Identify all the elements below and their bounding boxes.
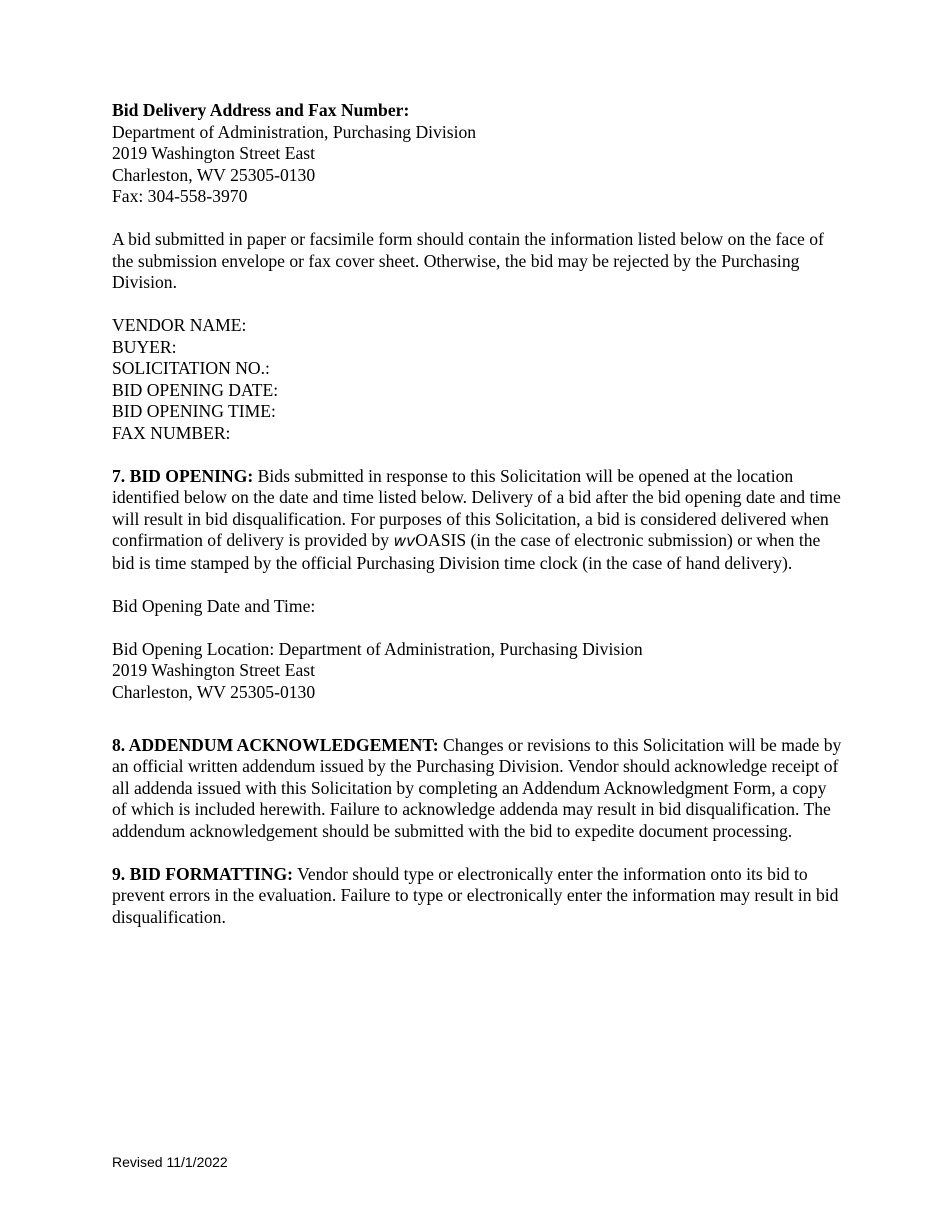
envelope-field-vendor-name: VENDOR NAME:: [112, 315, 247, 335]
envelope-field-bid-opening-time: BID OPENING TIME:: [112, 401, 276, 421]
section-7-text-after: OASIS (in the case of electronic submission) or when the bid is time stamped by the official Purchasing Division time clock (in the case of hand delivery).: [112, 530, 821, 573]
delivery-address-line: Department of Administration, Purchasing Division: [112, 121, 477, 142]
delivery-address-line: Charleston, WV 25305-0130: [112, 164, 316, 185]
bid-opening-location-line: Charleston, WV 25305-0130: [112, 681, 316, 702]
wv-mark: wv: [393, 532, 416, 550]
document-page: [112, 100, 842, 928]
envelope-field-fax-number: FAX NUMBER:: [112, 422, 231, 443]
section-9-heading: 9. BID FORMATTING:: [112, 863, 293, 884]
section-7-bid-opening: [112, 466, 842, 575]
bid-opening-location-line: 2019 Washington Street East: [112, 660, 316, 680]
section-9-bid-formatting: [112, 864, 842, 929]
envelope-field-solicitation-no: SOLICITATION NO.:: [112, 358, 270, 378]
delivery-instructions: A bid submitted in paper or facsimile form should contain the information listed below on the face of the submission envelope or fax cover sheet. Otherwise, the bid may be rejected by the Purchasing Division.: [112, 229, 824, 292]
delivery-fax-line: Fax: 304-558-3970: [112, 186, 248, 206]
delivery-heading: Bid Delivery Address and Fax Number:: [112, 100, 410, 120]
section-8-text: Changes or revisions to this Solicitation will be made by an official written addendum issued by the Purchasing Division. Vendor should acknowledge receipt of all addenda issued with this Solicitation by completing an Addendum Acknowledgment Form, a copy of which is included herewith. Failure to acknowledge addenda may result in bid disqualification. The addendum acknowledgement should be submitted with the bid to expedite document processing.: [112, 734, 842, 841]
envelope-field-bid-opening-date: BID OPENING DATE:: [112, 379, 279, 400]
section-8-heading: 8. ADDENDUM ACKNOWLEDGEMENT:: [112, 734, 439, 755]
section-7-text-before: Bids submitted in response to this Solicitation will be opened at the location identified below on the date and time listed below. Delivery of a bid after the bid opening date and time will result in bid disqualification. For purposes of this Solicitation, a bid is considered delivered when confirmation of delivery is provided by: [112, 465, 841, 550]
section-9-text: Vendor should type or electronically enter the information onto its bid to prevent errors in the evaluation. Failure to type or electronically enter the information may result in bid disqualification.: [112, 863, 839, 927]
bid-opening-date-time-label: Bid Opening Date and Time:: [112, 595, 316, 616]
delivery-address-line: 2019 Washington Street East: [112, 143, 316, 163]
revised-date-footer: Revised 11/1/2022: [112, 1154, 228, 1170]
section-7-heading: 7. BID OPENING:: [112, 465, 254, 486]
bid-opening-location-label: Bid Opening Location: Department of Administration, Purchasing Division: [112, 638, 643, 659]
section-8-addendum-acknowledgement: [112, 735, 842, 843]
envelope-field-buyer: BUYER:: [112, 336, 177, 357]
